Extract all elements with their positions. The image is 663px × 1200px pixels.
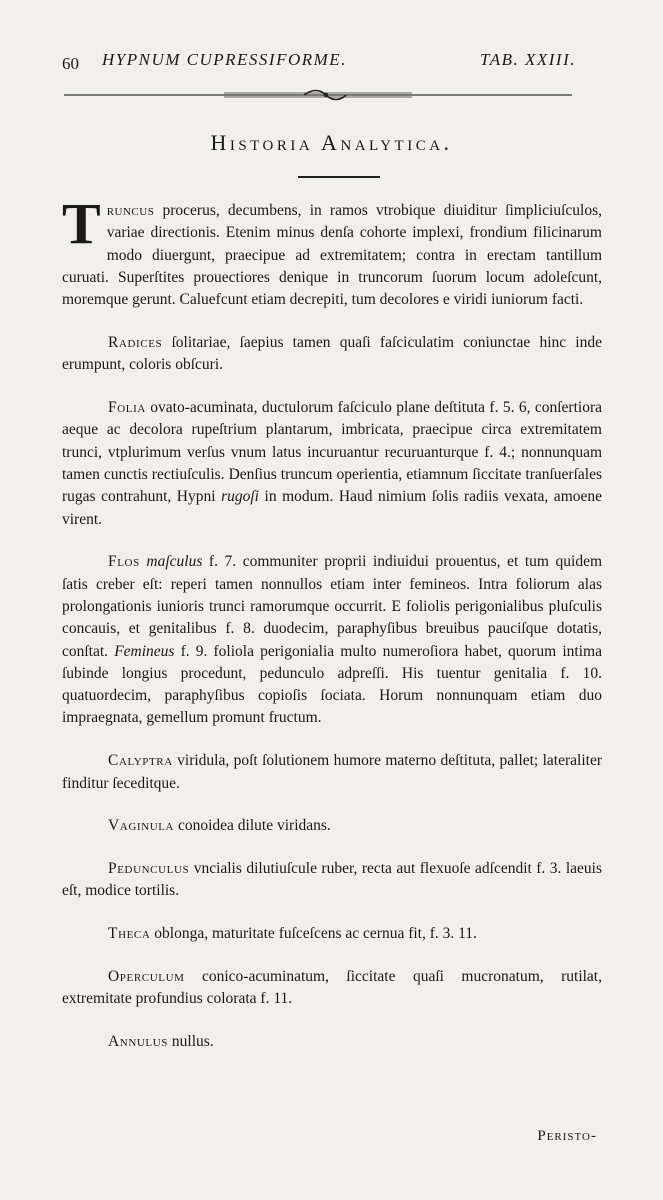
italic-term: Femineus [114, 642, 175, 660]
lead-word: Annulus [108, 1033, 169, 1051]
paragraph-text: f. 7. communiter proprii indiuidui prouentus, et tum quidem ſatis creber eſt: reperi tamen nonnullos etiam inter femineos. Intra foliorum alas prolongationis iunioris trunci ramorumque occurrit. E foliolis perigonialibus pluſculis concauis, et genitalibus f. 8. duodecim, paraphyſibus breuibus pauciſque dotatis, conſtat. [62, 553, 603, 660]
paragraph-text: ſolitariae, ſaepius tamen quaſi faſciculatim coniunctae hinc inde erumpunt, coloris obſcuri. [62, 333, 602, 374]
title-underline [298, 176, 380, 178]
lead-word: Folia [108, 399, 146, 417]
italic-term: rugoſi [221, 488, 259, 506]
lead-word: Calyptra [108, 752, 173, 770]
paragraph-text: vncialis dilutiuſcule ruber, recta aut flexuoſe adſcendit f. 3. laeuis eſt, modice tortilis. [62, 860, 602, 900]
paragraph-folia [62, 397, 602, 531]
page-number: 60 [62, 54, 79, 73]
paragraph-text: ovato-acuminata, ductulorum faſciculo plane deſtituta f. 5. 6, conſertiora aeque ac decolora rupeſtrium plantarum, imbricata, praecipue circa extremitatem trunci, vtplurimum verſus vnum latus incuruantur recuruanturque f. 4.; nonnunquam tamen cunctis rectiuſculis. Denſius truncum operientia, etiamnum ſiccitate tranſuerſales rugas contrahunt, Hypni [62, 399, 602, 506]
paragraph-theca [62, 923, 602, 945]
lead-word: Operculum [108, 968, 185, 986]
plate-label: TAB. XXIII. [480, 50, 576, 69]
lead-word: Vaginula [108, 817, 175, 835]
running-header [62, 50, 582, 76]
lead-word: Theca [108, 925, 151, 943]
ornamental-rule [64, 88, 572, 102]
italic-lead: maſculus [146, 553, 203, 571]
catchword: Peristo- [537, 1128, 597, 1144]
lead-word: Flos [108, 553, 140, 571]
paragraph-tail: f. 9. foliola perigonialia multo numeroſiora habet, quorum intima ſubinde longius procedunt, pedunculo adpreſſi. His tuentur genitalia f. 10. quatuordecim, paraphyſibus copioſis ſociata. Horum nonnunquam etiam duo impraegnata, gemellum promunt fructum. [62, 642, 602, 727]
paragraph-annulus [62, 1031, 602, 1053]
lead-word: runcus [106, 202, 155, 219]
text-body [62, 191, 603, 1053]
paragraph-text: viridula, poſt ſolutionem humore materno deſtituta, pallet; lateraliter finditur ſeceditque. [62, 752, 602, 792]
paragraph-calyptra [62, 750, 602, 795]
paragraph-text: conico-acuminatum, ſiccitate quaſi mucronatum, rutilat, extremitate profundius colorata f. 11. [62, 968, 602, 1008]
paragraph-text: nullus. [168, 1033, 214, 1051]
lead-word: Radices [108, 333, 163, 351]
paragraph-truncus [62, 191, 602, 311]
paragraph-flos [62, 551, 602, 729]
running-title: HYPNUM CUPRESSIFORME. [102, 50, 347, 69]
lead-word: Pedunculus [108, 860, 190, 878]
paragraph-text: conoidea dilute viridans. [174, 817, 331, 835]
paragraph-text: procerus, decumbens, in ramos vtrobique diuiditur ſimpliciuſculos, variae directionis. Etenim minus denſa cohorte implexi, frondium filicinarum modo diuergunt, praecipue ad extremitatem; contra in erectam tantillum curuati. Superſtites prouectiores denique in truncorum ſuorum locum adoleſcunt, moremque gerunt. Caluefcunt etiam decrepiti, tum decolores e viridi iuniorum facti. [62, 202, 602, 309]
paragraph-text: oblonga, maturitate fuſceſcens ac cernua fit, f. 3. 11. [150, 925, 477, 943]
paragraph-pedunculus [62, 858, 602, 903]
paragraph-tail: in modum. Haud nimium ſolis radiis vexata, amoene virent. [62, 488, 603, 528]
paragraph-radices [62, 332, 602, 377]
drop-cap: T [62, 191, 101, 256]
section-title: Historia Analytica. [210, 130, 453, 155]
paragraph-operculum [62, 966, 602, 1011]
paragraph-vaginula [62, 815, 602, 837]
